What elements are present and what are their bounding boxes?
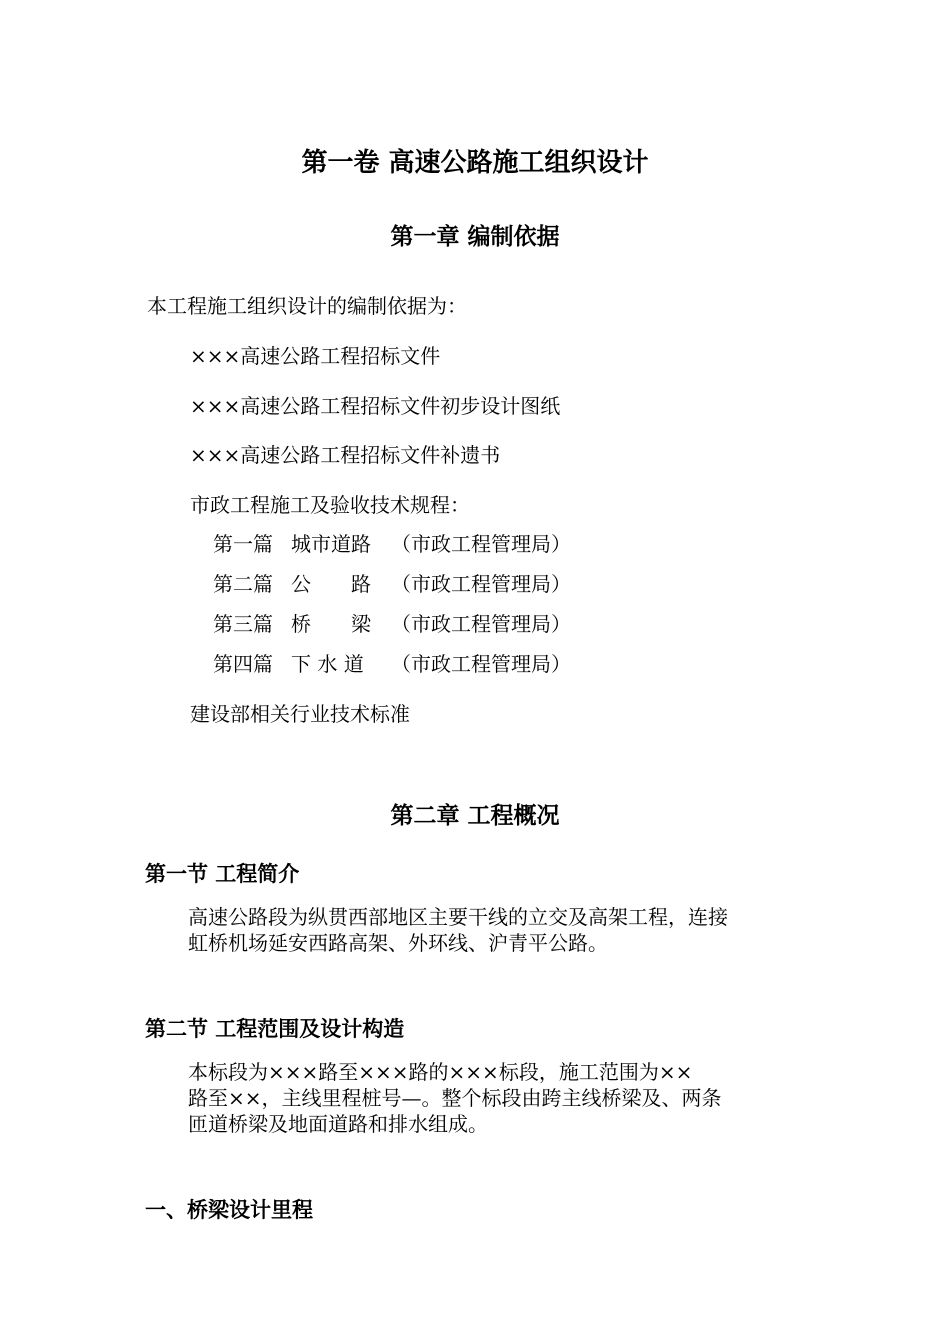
paragraph-line: 本标段为×××路至×××路的×××标段，施工范围为××: [188, 1060, 693, 1084]
section-2-title: 第二节 工程范围及设计构造: [145, 1017, 405, 1041]
basis-item: ×××高速公路工程招标文件: [190, 344, 441, 368]
part-number: 第四篇: [213, 652, 273, 676]
paragraph-line: 虹桥机场延安西路高架、外环线、沪青平公路。: [188, 931, 608, 955]
part-number: 第一篇: [213, 532, 273, 556]
part-authority: （市政工程管理局）: [391, 612, 571, 636]
section-1-paragraph: [188, 904, 818, 956]
part-name: 公 路: [291, 572, 371, 596]
paragraph-line: 高速公路段为纵贯西部地区主要干线的立交及高架工程，连接: [188, 905, 728, 929]
part-authority: （市政工程管理局）: [391, 532, 571, 556]
part-authority: （市政工程管理局）: [391, 572, 571, 596]
part-name: 城市道路: [291, 532, 371, 556]
volume-title: 第一卷 高速公路施工组织设计: [301, 148, 649, 178]
basis-item: ×××高速公路工程招标文件初步设计图纸: [190, 394, 561, 418]
basis-item: 市政工程施工及验收技术规程：: [190, 493, 470, 517]
chapter-2-title: 第二章 工程概况: [390, 803, 560, 829]
part-name: 桥 梁: [291, 612, 371, 636]
paragraph-line: 路至××，主线里程桩号—。整个标段由跨主线桥梁及、两条: [188, 1086, 722, 1110]
paragraph-line: 匝道桥梁及地面道路和排水组成。: [188, 1112, 488, 1136]
section-1-title: 第一节 工程简介: [145, 862, 300, 886]
subsection-1-title: 一、桥梁设计里程: [145, 1198, 313, 1222]
part-number: 第三篇: [213, 612, 273, 636]
part-number: 第二篇: [213, 572, 273, 596]
basis-intro: 本工程施工组织设计的编制依据为：: [147, 294, 467, 318]
part-authority: （市政工程管理局）: [391, 652, 571, 676]
section-2-paragraph: [188, 1059, 818, 1137]
basis-item: 建设部相关行业技术标准: [190, 702, 410, 726]
basis-item: ×××高速公路工程招标文件补遗书: [190, 443, 501, 467]
chapter-1-title: 第一章 编制依据: [390, 224, 560, 250]
part-name: 下 水 道: [291, 652, 364, 676]
